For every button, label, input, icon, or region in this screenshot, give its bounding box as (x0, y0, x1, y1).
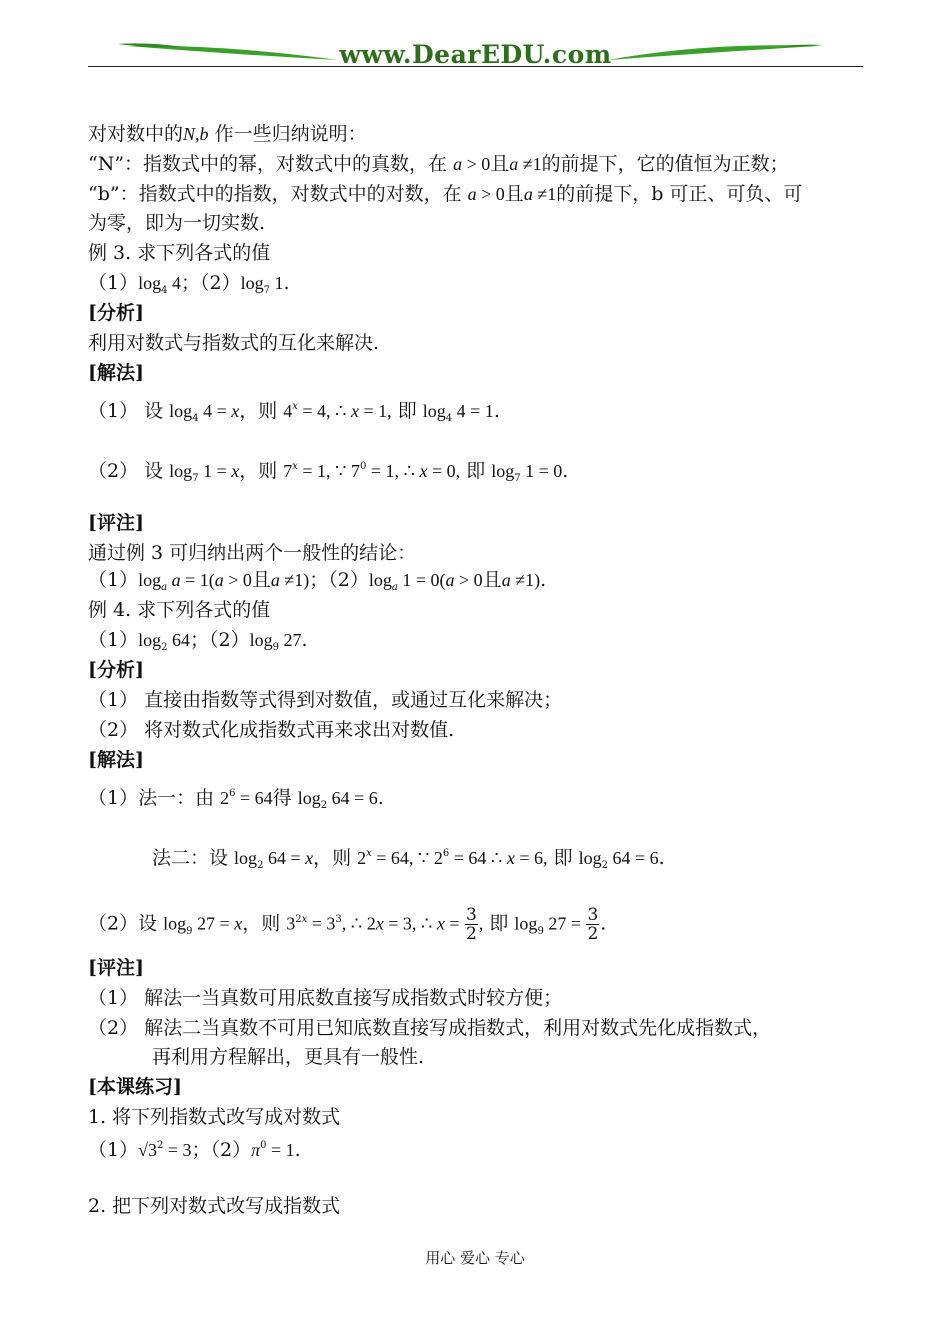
example-3-items: $(1)\log_4$ 4；$(2)\log_7$ 1. (88, 272, 290, 296)
solution-2: （2） 设 $\log_7 1 = x$，则 $7^x = 1$, ∵ $7^0 = 1$, ∴ x = 0, 即 $\log_7 1 = 0$. (88, 460, 569, 484)
example-3-title: 例 3. 求下列各式的值 (88, 242, 271, 264)
section-comment: [评注] (88, 512, 144, 534)
comment-2-2-cont: 再利用方程解出，更具有一般性. (152, 1046, 425, 1068)
section-solution: [解法] (88, 362, 144, 384)
comment-results: $(1)\log_a$ a = 1(a > 0且a ≠1)；$(2)\log_a$ 1 = 0(a > 0且a ≠1). (88, 569, 547, 593)
comment-2-1: （1） 解法一当真数可用底数直接写成指数式时较方便； (88, 987, 563, 1009)
analysis-text: 利用对数式与指数式的互化来解决. (88, 332, 380, 354)
solution-4-1b: 法二：设 $\log_2 64 = x$，则 $2^x = 64$, ∵ $2^6 = 64$ ∴ x = 6, 即 $\log_2 64 = 6$. (152, 847, 665, 871)
note-b: “b”：指数式中的指数，对数式中的对数，在 a > 0且a ≠1的前提下，b 可正、可负、可 (88, 183, 803, 205)
practice-1-title: 1. 将下列指数式改写成对数式 (88, 1106, 341, 1128)
note-b-cont: 为零，即为一切实数. (88, 212, 266, 234)
site-logo: www.DearEDU.com (339, 40, 612, 69)
section-practice: [本课练习] (88, 1076, 182, 1098)
header-rule (88, 66, 863, 67)
section-analysis: [分析] (88, 302, 144, 324)
section-solution-2: [解法] (88, 749, 144, 771)
solution-4-1a: （1）法一：由 $2^6 = 64$得 $\log_2 64 = 6$. (88, 787, 384, 811)
section-comment-2: [评注] (88, 957, 144, 979)
note-n: “N”：指数式中的幂，对数式中的真数，在 a > 0且a ≠1的前提下，它的值恒为正数； (88, 153, 789, 175)
analysis-2-1: （1） 直接由指数等式得到对数值，或通过互化来解决； (88, 689, 563, 711)
practice-2-title: 2. 把下列对数式改写成指数式 (88, 1195, 341, 1217)
comment-2-2: （2） 解法二当真数不可用已知底数直接写成指数式，利用对数式先化成指数式， (88, 1017, 772, 1039)
practice-1-items: $(1)√3^2 = 3$；$(2)\pi^0 = 1$. (88, 1139, 301, 1161)
section-analysis-2: [分析] (88, 659, 144, 681)
intro-line: 对对数中的N,b 作一些归纳说明： (88, 123, 367, 145)
page-footer: 用心 爱心 专心 (425, 1249, 525, 1267)
solution-1: （1） 设 $\log_4 4 = x$，则 $4^x = 4$, ∴ x = 1, 即 $\log_4 4 = 1$. (88, 400, 500, 424)
comment-text: 通过例 3 可归纳出两个一般性的结论： (88, 542, 417, 564)
example-4-items: $(1)\log_2$ 64；$(2)\log_9$ 27. (88, 629, 308, 653)
analysis-2-2: （2） 将对数式化成指数式再来求出对数值. (88, 719, 455, 741)
example-4-title: 例 4. 求下列各式的值 (88, 599, 271, 621)
solution-4-2: （2）设 $\log_9 27 = x$，则 $3^{2x} = 3^3$, ∴ 2x = 3, ∴ x = $\frac{3}{2}$ , 即 $\log_9 27$ = $\frac{3}{2}$ . (88, 905, 607, 944)
